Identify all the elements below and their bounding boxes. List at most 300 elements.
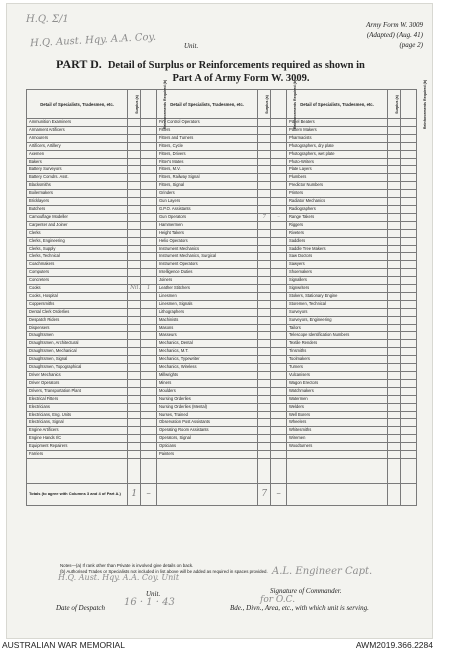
reinforcement-cell xyxy=(401,419,417,427)
specialist-name: Ammunition Examiners xyxy=(27,119,128,127)
specialist-name: Machinists xyxy=(156,316,257,324)
specialist-name: Well Borers xyxy=(286,411,387,419)
reinforcement-cell xyxy=(401,126,417,134)
reinforcement-cell xyxy=(401,269,417,277)
specialist-name: Coachmakers xyxy=(27,261,128,269)
specialist-name: Photographers, wet plate xyxy=(286,150,387,158)
surplus-cell xyxy=(128,134,141,142)
surplus-cell xyxy=(258,435,271,443)
surplus-cell xyxy=(258,372,271,380)
surplus-cell xyxy=(258,364,271,372)
surplus-cell xyxy=(258,395,271,403)
reinforcement-cell xyxy=(271,126,287,134)
reinforcement-cell xyxy=(401,261,417,269)
surplus-cell xyxy=(128,269,141,277)
form-ref-line1: Army Form W. 3009 xyxy=(366,21,423,29)
reinforcement-cell xyxy=(271,190,287,198)
title-line1: Detail of Surplus or Reinforcements required as shown in xyxy=(107,60,365,71)
surplus-cell xyxy=(388,435,401,443)
surplus-cell xyxy=(388,285,401,293)
specialist-name: Operating Room Assistants xyxy=(156,427,257,435)
handwritten-reference: H.Q. Σ/1 xyxy=(26,14,69,25)
specialist-name: Grinders xyxy=(156,190,257,198)
specialist-name: Height Takers xyxy=(156,229,257,237)
form-ref-line2: (Adapted) (Aug. 41) xyxy=(366,31,423,39)
specialist-name: Leather Stitchers xyxy=(156,285,257,293)
table-row xyxy=(27,158,417,166)
reinforcement-cell xyxy=(271,403,287,411)
specialist-name: Draughtsmen, Architectural xyxy=(27,340,128,348)
reinforcement-cell xyxy=(401,198,417,206)
specialist-name: Panel Beaters xyxy=(286,119,387,127)
surplus-cell xyxy=(128,332,141,340)
surplus-cell xyxy=(388,395,401,403)
totals-surplus-1: 1 xyxy=(128,483,141,505)
table-row xyxy=(27,229,417,237)
surplus-cell xyxy=(128,451,141,459)
reinforcement-cell xyxy=(271,150,287,158)
header-detail-1: Detail of Specialists, Tradesmen, etc. xyxy=(27,90,128,119)
surplus-cell xyxy=(128,190,141,198)
reinforcement-cell xyxy=(401,150,417,158)
reinforcement-cell xyxy=(141,403,157,411)
reinforcement-cell xyxy=(271,340,287,348)
surplus-cell xyxy=(388,190,401,198)
specialist-name: Engine Hands I/C xyxy=(27,435,128,443)
reinforcement-cell xyxy=(141,300,157,308)
specialist-name: Wiremen xyxy=(286,435,387,443)
surplus-cell xyxy=(388,411,401,419)
specialist-name: Boilermakers xyxy=(27,190,128,198)
reinforcement-cell xyxy=(401,285,417,293)
surplus-cell xyxy=(128,395,141,403)
despatch-date-label: Date of Despatch xyxy=(56,604,105,612)
table-row xyxy=(27,221,417,229)
surplus-cell xyxy=(128,213,141,221)
reinforcement-cell xyxy=(271,134,287,142)
reinforcement-cell xyxy=(271,182,287,190)
reinforcement-cell xyxy=(271,443,287,451)
surplus-cell xyxy=(258,150,271,158)
specialist-name: Pattern Makers xyxy=(286,126,387,134)
table-row xyxy=(27,379,417,387)
reinforcement-cell xyxy=(401,190,417,198)
surplus-cell xyxy=(258,340,271,348)
specialist-name: Masseurs xyxy=(156,332,257,340)
reinforcement-cell xyxy=(141,205,157,213)
specialist-name: Despatch Riders xyxy=(27,316,128,324)
title-part: PART D. xyxy=(56,57,102,71)
surplus-cell xyxy=(258,379,271,387)
surplus-cell xyxy=(388,213,401,221)
reinforcement-cell xyxy=(141,158,157,166)
reinforcement-cell xyxy=(271,158,287,166)
specialist-name: Electricians xyxy=(27,403,128,411)
reinforcement-cell xyxy=(141,451,157,459)
form-title xyxy=(56,58,406,85)
specialist-name: Hammermen xyxy=(156,221,257,229)
reinforcement-cell xyxy=(141,435,157,443)
reinforcement-cell xyxy=(141,253,157,261)
reinforcement-cell xyxy=(401,316,417,324)
reinforcement-cell xyxy=(271,166,287,174)
specialist-name: Lithographers xyxy=(156,308,257,316)
reinforcement-cell xyxy=(401,443,417,451)
specialist-name: Coppersmiths xyxy=(27,300,128,308)
table-row xyxy=(27,166,417,174)
header-surplus-2: Surplus (a) xyxy=(264,95,269,114)
reinforcement-cell xyxy=(401,158,417,166)
surplus-cell xyxy=(258,198,271,206)
form-reference xyxy=(366,20,423,50)
reinforcement-cell xyxy=(141,166,157,174)
reinforcement-cell xyxy=(401,403,417,411)
reinforcement-cell xyxy=(271,142,287,150)
surplus-cell xyxy=(128,150,141,158)
table-row xyxy=(27,332,417,340)
reinforcement-cell xyxy=(141,395,157,403)
note-line1: Notes—(a) If rank other than Private is involved give details on back. xyxy=(60,563,194,568)
specialist-name: Photo-Writers xyxy=(286,158,387,166)
reinforcement-cell xyxy=(401,387,417,395)
reinforcement-cell xyxy=(401,277,417,285)
reinforcement-cell xyxy=(271,348,287,356)
surplus-cell xyxy=(258,119,271,127)
surplus-cell xyxy=(128,245,141,253)
surplus-cell xyxy=(128,126,141,134)
specialist-name: Drivers, Transportation Plant xyxy=(27,387,128,395)
reinforcement-cell xyxy=(141,229,157,237)
specialist-name: Miners xyxy=(156,379,257,387)
table-body xyxy=(27,119,417,459)
surplus-cell xyxy=(258,221,271,229)
footer-accession: AWM2019.366.2284 xyxy=(355,640,433,650)
header-surplus-1: Surplus (a) xyxy=(135,95,139,114)
surplus-cell xyxy=(128,277,141,285)
table-row xyxy=(27,150,417,158)
reinforcement-cell xyxy=(141,387,157,395)
specialist-name: Masons xyxy=(156,324,257,332)
table-row xyxy=(27,253,417,261)
reinforcement-cell xyxy=(401,348,417,356)
table-row xyxy=(27,300,417,308)
specialist-name: Tailors xyxy=(286,324,387,332)
handwritten-unit-top: H.Q. Aust. Hqy. A.A. Coy. xyxy=(29,31,157,50)
reinforcement-cell xyxy=(141,332,157,340)
table-row xyxy=(27,237,417,245)
specialist-name: Saddle Tree Makers xyxy=(286,245,387,253)
specialist-name: Wheelers xyxy=(286,419,387,427)
specialist-name: G.P.O. Assistants xyxy=(156,205,257,213)
reinforcement-cell xyxy=(271,419,287,427)
specialist-name: Draughtsmen, Topographical xyxy=(27,364,128,372)
reinforcement-cell xyxy=(271,253,287,261)
table-row xyxy=(27,285,417,293)
surplus-cell xyxy=(258,277,271,285)
reinforcement-cell xyxy=(401,308,417,316)
specialist-name: Intelligence Duties xyxy=(156,269,257,277)
specialists-table xyxy=(26,79,428,506)
table-row xyxy=(27,174,417,182)
reinforcement-cell xyxy=(271,205,287,213)
reinforcement-cell xyxy=(141,269,157,277)
specialist-name: Operators, Signal xyxy=(156,435,257,443)
surplus-cell xyxy=(258,427,271,435)
specialist-name: Fire Control Operators xyxy=(156,119,257,127)
surplus-cell xyxy=(388,166,401,174)
surplus-cell xyxy=(388,253,401,261)
signature-label: Signature of Commander. xyxy=(270,587,342,595)
specialist-name: Photographers, dry plate xyxy=(286,142,387,150)
specialist-name: Sawyers xyxy=(286,261,387,269)
surplus-cell xyxy=(388,364,401,372)
reinforcement-cell xyxy=(141,261,157,269)
handwritten-unit-bottom: H.Q. Aust. Hqy. A.A. Coy. Unit xyxy=(58,573,180,582)
surplus-cell xyxy=(258,229,271,237)
reinforcement-cell xyxy=(271,427,287,435)
header-reinf-1: Reinforcements Required (b) xyxy=(163,79,168,130)
table-row xyxy=(27,324,417,332)
specialist-name: Turners xyxy=(286,364,387,372)
surplus-cell: 7 xyxy=(258,213,271,221)
reinforcement-cell xyxy=(401,379,417,387)
specialist-name: Fitter's Mates xyxy=(156,158,257,166)
specialist-name: Dental Clerk Orderlies xyxy=(27,308,128,316)
specialist-name: Engine Artificers xyxy=(27,427,128,435)
specialist-name: Stokers, Stationary Engine xyxy=(286,292,387,300)
surplus-cell xyxy=(128,324,141,332)
reinforcement-cell xyxy=(401,324,417,332)
surplus-cell xyxy=(128,379,141,387)
surplus-cell xyxy=(128,300,141,308)
surplus-cell xyxy=(128,427,141,435)
table-row xyxy=(27,435,417,443)
reinforcement-cell xyxy=(271,245,287,253)
table-row xyxy=(27,340,417,348)
specialist-name: Saw Doctors xyxy=(286,253,387,261)
surplus-cell xyxy=(258,451,271,459)
table-row xyxy=(27,308,417,316)
specialist-name: Driver Operators xyxy=(27,379,128,387)
reinforcement-cell xyxy=(401,300,417,308)
table-row xyxy=(27,403,417,411)
reinforcement-cell xyxy=(271,364,287,372)
reinforcement-cell xyxy=(271,300,287,308)
specialist-name: Wagon Erectors xyxy=(286,379,387,387)
reinforcement-cell xyxy=(271,174,287,182)
totals-reinf-2: – xyxy=(271,483,287,505)
reinforcement-cell xyxy=(401,435,417,443)
surplus-cell xyxy=(128,292,141,300)
reinforcement-cell xyxy=(271,198,287,206)
reinforcement-cell xyxy=(401,213,417,221)
surplus-cell xyxy=(388,126,401,134)
surplus-cell xyxy=(388,229,401,237)
specialist-name: Electrical Fitters xyxy=(27,395,128,403)
surplus-cell xyxy=(388,261,401,269)
specialist-name: Clerks, Supply xyxy=(27,245,128,253)
table-row xyxy=(27,245,417,253)
surplus-cell xyxy=(258,166,271,174)
reinforcement-cell xyxy=(401,372,417,380)
reinforcement-cell xyxy=(141,277,157,285)
surplus-cell xyxy=(258,190,271,198)
surplus-cell xyxy=(388,403,401,411)
reinforcement-cell xyxy=(141,237,157,245)
specialist-name: Battery Surveyors xyxy=(27,166,128,174)
reinforcement-cell xyxy=(271,379,287,387)
surplus-cell xyxy=(388,348,401,356)
surplus-cell xyxy=(128,411,141,419)
specialist-name: Bakers xyxy=(27,158,128,166)
specialist-name: Armourers xyxy=(27,134,128,142)
reinforcement-cell xyxy=(401,356,417,364)
specialist-name: Welders xyxy=(286,403,387,411)
specialist-name: Gun Operators xyxy=(156,213,257,221)
specialist-name: Axemen xyxy=(27,150,128,158)
surplus-cell xyxy=(388,221,401,229)
reinforcement-cell xyxy=(271,229,287,237)
surplus-cell xyxy=(128,119,141,127)
reinforcement-cell xyxy=(141,411,157,419)
surplus-cell xyxy=(128,205,141,213)
specialist-name: Butchers xyxy=(27,205,128,213)
surplus-cell xyxy=(388,245,401,253)
table-row xyxy=(27,316,417,324)
specialist-name: Nursing Orderlies (Mental) xyxy=(156,403,257,411)
specialist-name: Fitters, Signal xyxy=(156,182,257,190)
specialist-name: Armament Artificers xyxy=(27,126,128,134)
reinforcement-cell xyxy=(271,269,287,277)
specialist-name: Riveters xyxy=(286,229,387,237)
table-row xyxy=(27,142,417,150)
reinforcement-cell: – xyxy=(271,213,287,221)
surplus-cell xyxy=(258,387,271,395)
reinforcement-cell xyxy=(401,166,417,174)
surplus-cell xyxy=(128,387,141,395)
reinforcement-cell xyxy=(401,182,417,190)
reinforcement-cell xyxy=(401,237,417,245)
handwritten-signature-for: for O.C. xyxy=(260,595,296,605)
reinforcement-cell xyxy=(141,221,157,229)
surplus-cell xyxy=(388,379,401,387)
surplus-cell xyxy=(258,308,271,316)
surplus-cell xyxy=(128,372,141,380)
specialist-name: Clerks, Technical xyxy=(27,253,128,261)
reinforcement-cell xyxy=(271,292,287,300)
reinforcement-cell xyxy=(401,253,417,261)
reinforcement-cell xyxy=(141,340,157,348)
table-row xyxy=(27,364,417,372)
reinforcement-cell xyxy=(141,126,157,134)
table-row xyxy=(27,190,417,198)
surplus-cell xyxy=(388,182,401,190)
specialist-name: Clerks xyxy=(27,229,128,237)
reinforcement-cell xyxy=(271,356,287,364)
specialist-name: Fitters, M.V. xyxy=(156,166,257,174)
surplus-cell xyxy=(388,300,401,308)
table-row xyxy=(27,292,417,300)
reinforcement-cell xyxy=(401,119,417,127)
surplus-cell xyxy=(128,364,141,372)
surplus-cell xyxy=(388,308,401,316)
header-surplus-3: Surplus (a) xyxy=(394,95,399,114)
surplus-cell xyxy=(258,174,271,182)
reinforcement-cell xyxy=(401,205,417,213)
specialist-name: Instrument Mechanics, Surgical xyxy=(156,253,257,261)
reinforcement-cell xyxy=(271,411,287,419)
surplus-cell xyxy=(388,292,401,300)
surplus-cell xyxy=(388,356,401,364)
specialist-name: Farriers xyxy=(27,451,128,459)
reinforcement-cell xyxy=(141,364,157,372)
specialist-name: Pharmacists xyxy=(286,134,387,142)
reinforcement-cell xyxy=(141,356,157,364)
reinforcement-cell xyxy=(141,372,157,380)
specialist-name: Moulders xyxy=(156,387,257,395)
table-row xyxy=(27,134,417,142)
specialist-name: Gun Layers xyxy=(156,198,257,206)
reinforcement-cell xyxy=(271,237,287,245)
table-row xyxy=(27,348,417,356)
surplus-cell xyxy=(258,158,271,166)
reinforcement-cell xyxy=(271,308,287,316)
reinforcement-cell xyxy=(401,411,417,419)
surplus-cell xyxy=(128,261,141,269)
surplus-cell xyxy=(258,300,271,308)
reinforcement-cell xyxy=(401,134,417,142)
specialist-name: Concreters xyxy=(27,277,128,285)
table-row xyxy=(27,372,417,380)
surplus-cell xyxy=(388,419,401,427)
specialist-name: Predictor Numbers xyxy=(286,182,387,190)
reinforcement-cell xyxy=(141,190,157,198)
surplus-cell xyxy=(258,332,271,340)
specialist-name: Computers xyxy=(27,269,128,277)
specialist-name: Helio Operators xyxy=(156,237,257,245)
surplus-cell xyxy=(128,166,141,174)
surplus-cell xyxy=(128,253,141,261)
reinforcement-cell xyxy=(401,229,417,237)
specialist-name: Cooks, Hospital xyxy=(27,292,128,300)
surplus-cell xyxy=(388,372,401,380)
reinforcement-cell xyxy=(271,395,287,403)
specialist-name: Clerks, Engineering xyxy=(27,237,128,245)
unit-label-top: Unit. xyxy=(184,42,199,50)
specialist-name: Tinsmiths xyxy=(286,348,387,356)
surplus-cell xyxy=(258,419,271,427)
reinforcement-cell xyxy=(401,332,417,340)
table-header xyxy=(27,90,417,119)
specialist-name: Camouflage Modeller xyxy=(27,213,128,221)
specialist-name: Printers xyxy=(286,190,387,198)
reinforcement-cell xyxy=(271,324,287,332)
unit-label-bottom: Unit. xyxy=(146,590,161,598)
table-row xyxy=(27,443,417,451)
reinforcement-cell xyxy=(141,245,157,253)
surplus-cell xyxy=(128,316,141,324)
surplus-cell xyxy=(258,126,271,134)
reinforcement-cell xyxy=(141,134,157,142)
specialist-name: Cooks xyxy=(27,285,128,293)
reinforcement-cell xyxy=(401,340,417,348)
handwritten-signature: A.L. Engineer Capt. xyxy=(272,566,373,577)
specialist-name: Draughtsmen, Signal xyxy=(27,356,128,364)
specialist-name: Linesmen xyxy=(156,292,257,300)
specialist-name: Electricians, Signal xyxy=(27,419,128,427)
totals-surplus-2: 7 xyxy=(258,483,271,505)
surplus-cell xyxy=(128,403,141,411)
